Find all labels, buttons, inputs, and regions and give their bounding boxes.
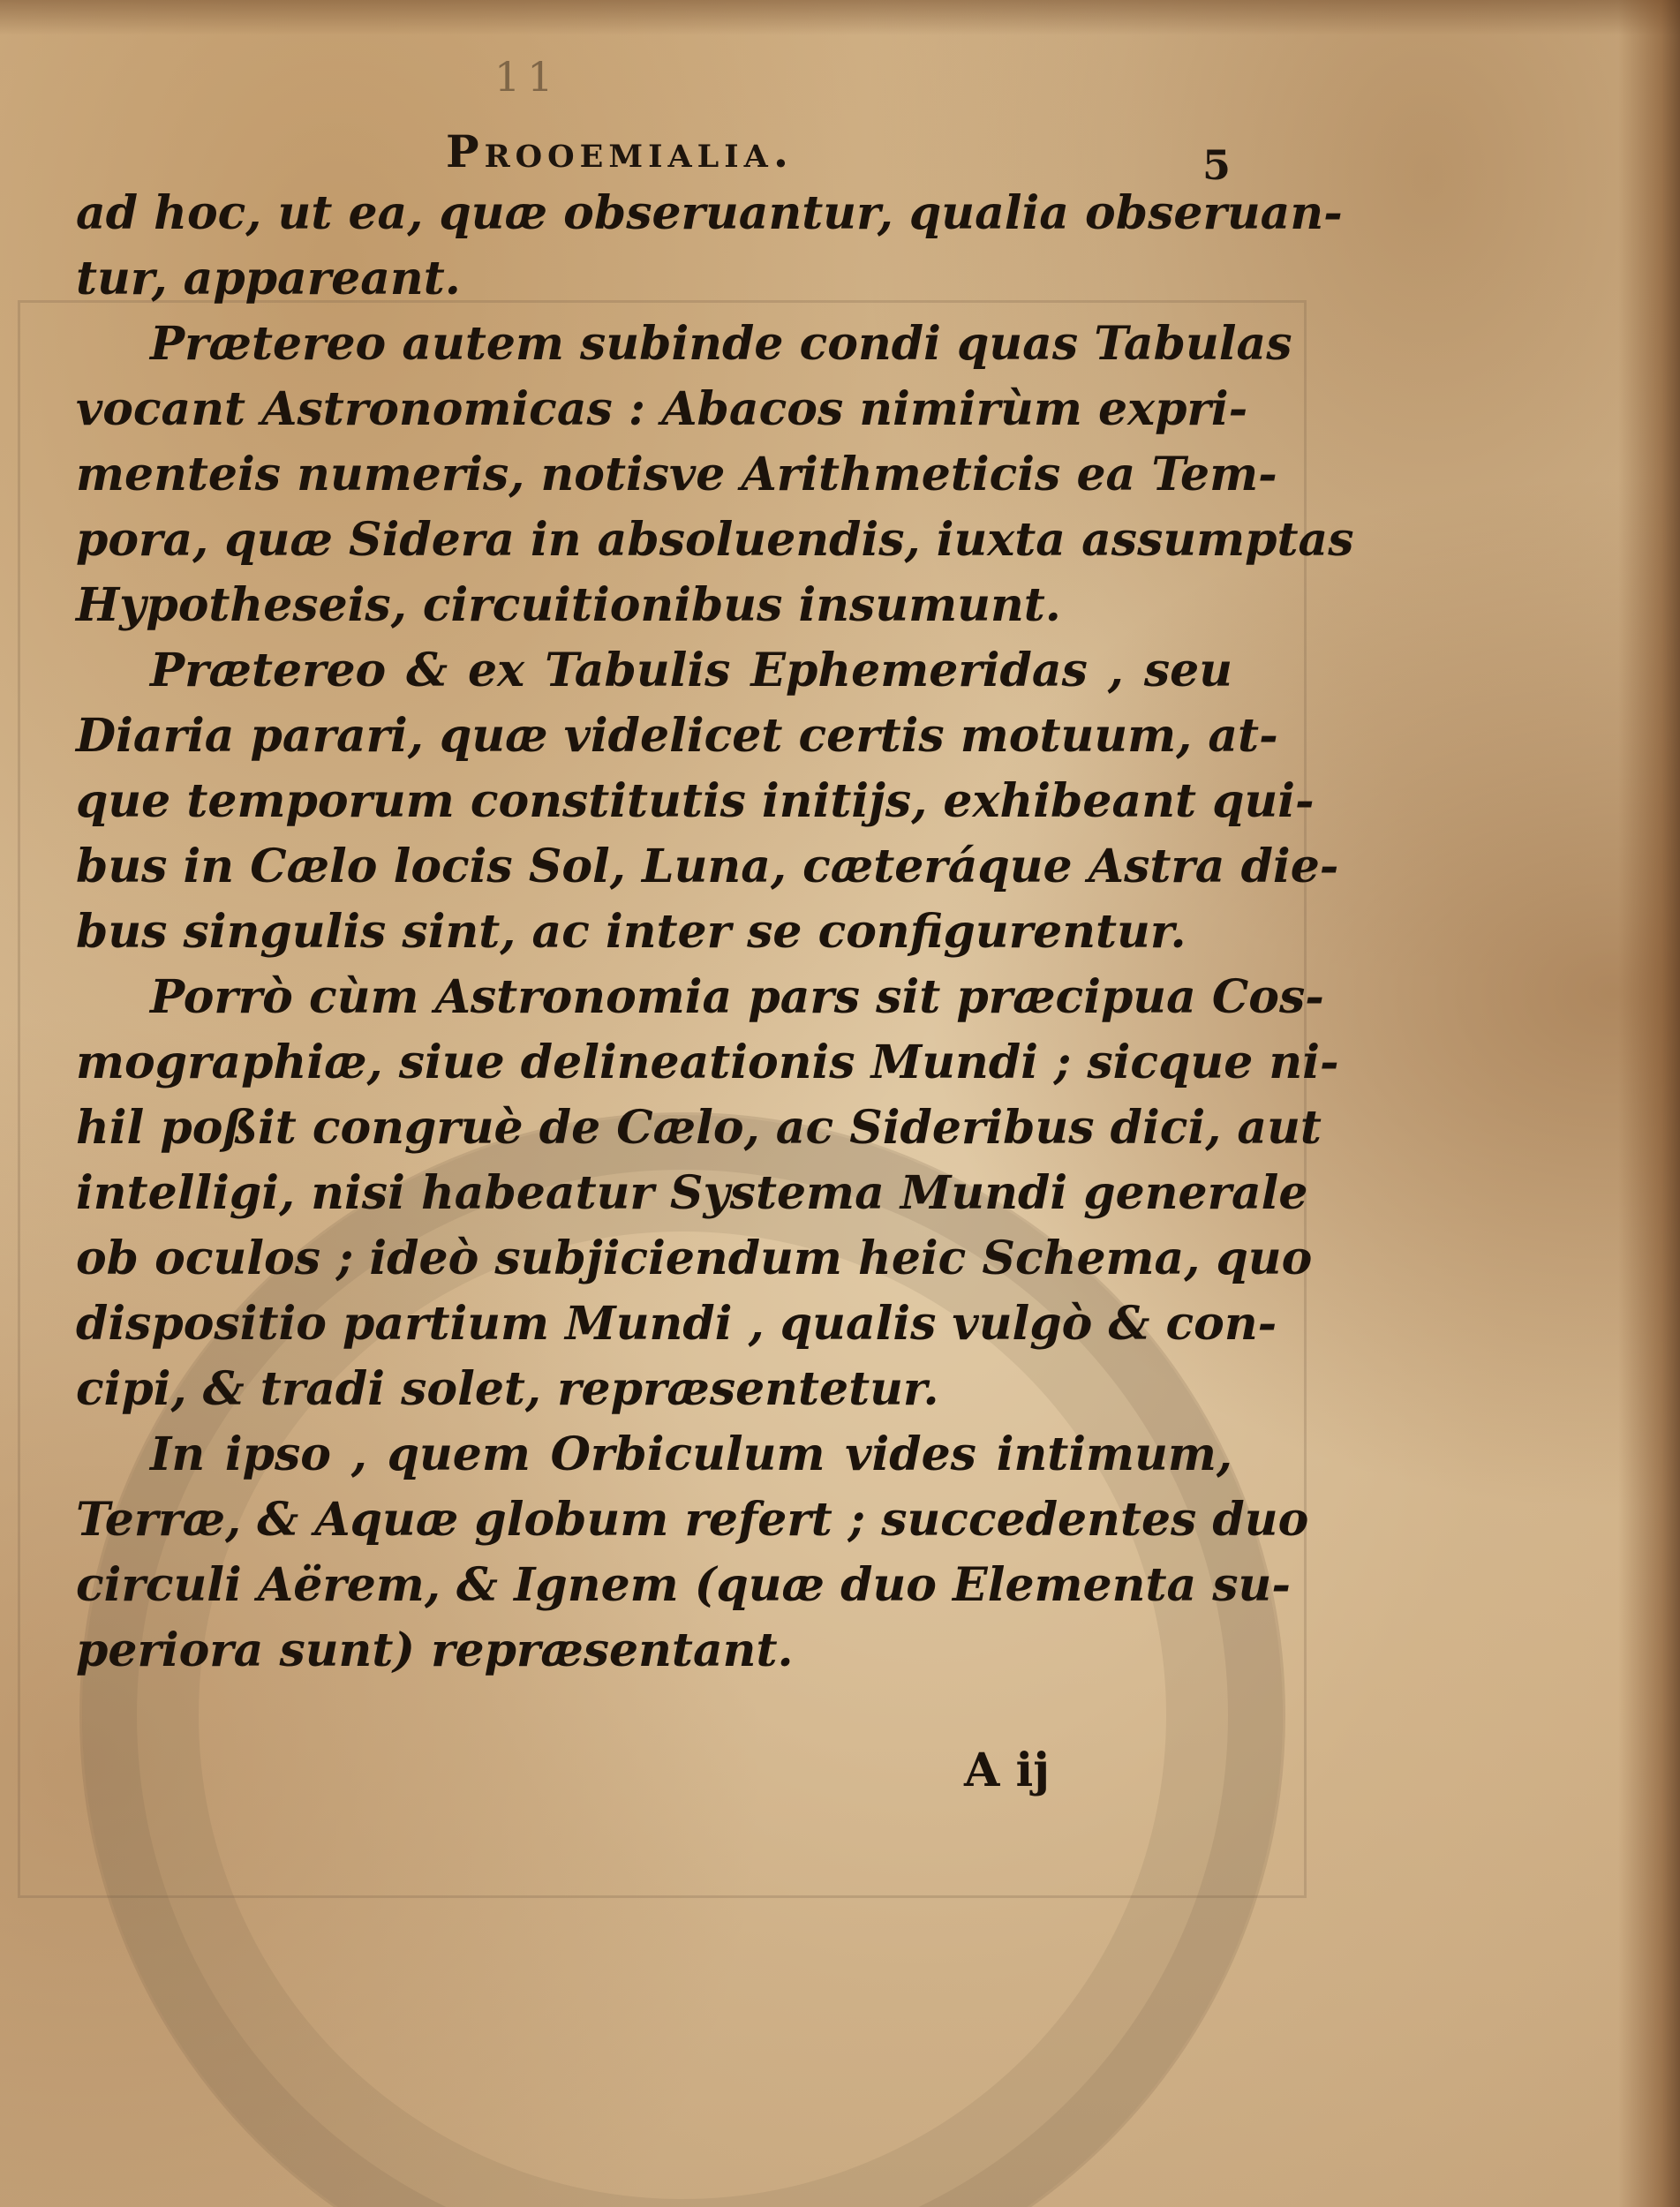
text-line: bus in Cælo locis Sol, Luna, cæteráque Astra die- xyxy=(76,840,1339,893)
text-line: Prætereo autem subinde condi quas Tabulas xyxy=(150,317,1292,371)
text-line: pora, quæ Sidera in absoluendis, iuxta assumptas xyxy=(76,513,1354,567)
text-line: Hypotheseis, circuitionibus insumunt. xyxy=(76,578,1061,632)
text-line: ad hoc, ut ea, quæ obseruantur, qualia obseruan- xyxy=(76,186,1343,240)
page-right-edge-shadow xyxy=(1618,0,1680,2207)
page-number: 5 xyxy=(1202,141,1232,189)
text-line: Diaria parari, quæ videlicet certis motuum, at- xyxy=(76,709,1278,763)
page-top-stain xyxy=(0,0,1680,35)
text-line: dispositio partium Mundi , qualis vulgò & con- xyxy=(76,1297,1277,1351)
text-line: menteis numeris, notisve Arithmeticis ea Tem- xyxy=(76,448,1277,501)
text-line: In ipso , quem Orbiculum vides intimum, xyxy=(150,1427,1232,1481)
text-line: cipi, & tradi solet, repræsentetur. xyxy=(76,1362,939,1416)
text-line: circuli Aërem, & Ignem (quæ duo Elementa su- xyxy=(76,1558,1291,1612)
text-line: mographiæ, siue delineationis Mundi ; sicque ni- xyxy=(76,1036,1339,1089)
text-line: bus singulis sint, ac inter se configurentur. xyxy=(76,905,1187,959)
text-line: hil poßit congruè de Cælo, ac Sideribus dici, aut xyxy=(76,1101,1322,1155)
text-line: Prætereo & ex Tabulis Ephemeridas , seu xyxy=(150,644,1232,697)
running-head: Prooemialia. xyxy=(446,125,795,177)
text-line: que temporum constitutis initijs, exhibeant qui- xyxy=(76,774,1315,828)
body-text xyxy=(76,181,1354,1683)
text-line: ob oculos ; ideò subjiciendum heic Schema, quo xyxy=(76,1232,1313,1285)
text-line: vocant Astronomicas : Abacos nimirùm expri- xyxy=(76,382,1248,436)
text-line: tur, appareant. xyxy=(76,252,461,305)
text-line: periora sunt) repræsentant. xyxy=(76,1623,794,1677)
signature-mark: A ij xyxy=(964,1744,1051,1797)
text-line: Terræ, & Aquæ globum refert ; succedentes duo xyxy=(76,1493,1309,1547)
text-line: intelligi, nisi habeatur Systema Mundi generale xyxy=(76,1166,1308,1220)
text-line: Porrò cùm Astronomia pars sit præcipua Cos- xyxy=(150,970,1324,1024)
folio-mark: 11 xyxy=(494,53,561,101)
